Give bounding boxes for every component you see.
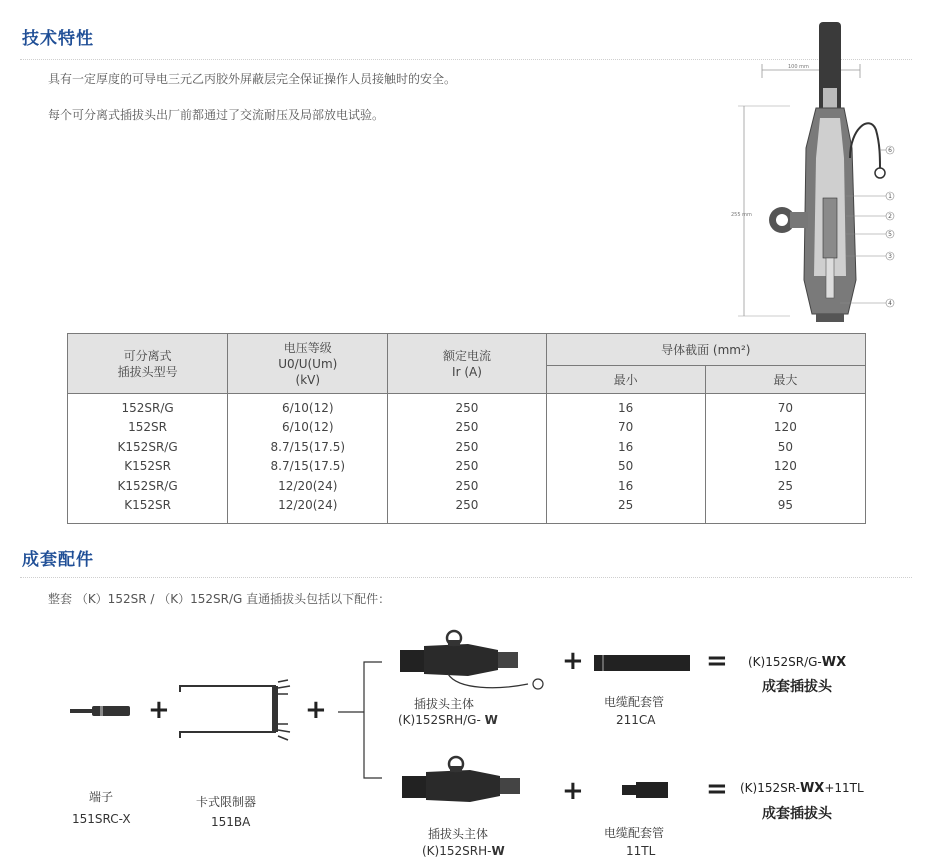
plus-sign: + [562,646,584,676]
connector-body-image [400,752,522,812]
sleeve-name-1: 电缆配套管 [604,695,665,709]
table-row [68,477,866,496]
header-section: 导体截面 (mm²) [546,334,865,366]
table-cell: 6/10(12) [228,418,388,437]
callout-3: 3 [888,253,892,260]
sleeve-name-2: 电缆配套管 [604,826,665,840]
bracket-line [338,660,388,780]
sleeve-code-1: 211CA [616,713,656,727]
callout-4: 4 [888,300,892,307]
table-cell: 50 [546,457,705,476]
callout-5: 5 [888,231,892,238]
limiter-code: 151BA [211,815,251,829]
spec-table [67,333,866,524]
dim-height-label: 255 mm [731,212,752,218]
table-cell: 16 [546,438,705,457]
table-cell: 8.7/15(17.5) [228,457,388,476]
table-row [68,496,866,524]
header-current: 额定电流 Ir (A) [388,334,546,394]
table-cell: K152SR [68,496,228,524]
connector-body-g-image [398,626,548,696]
table-cell: K152SR/G [68,477,228,496]
table-cell: K152SR [68,457,228,476]
plus-sign: + [562,776,584,806]
section-title-kit: 成套配件 [22,550,94,570]
kit-intro: 整套 （K）152SR / （K）152SR/G 直通插拔头包括以下配件： [48,592,391,606]
table-cell: 120 [705,418,865,437]
table-cell: 250 [388,438,546,457]
callout-1: 1 [888,193,892,200]
table-cell: 152SR [68,418,228,437]
result2-name: 成套插拔头 [762,806,832,822]
table-row [68,418,866,437]
table-cell: K152SR/G [68,438,228,457]
table-cell: 250 [388,394,546,419]
table-cell: 250 [388,477,546,496]
sleeve-11tl-image [622,782,668,798]
header-model: 可分离式 插拔头型号 [68,334,228,394]
table-cell: 95 [705,496,865,524]
table-cell: 70 [705,394,865,419]
table-cell: 12/20(24) [228,477,388,496]
result1-name: 成套插拔头 [762,679,832,695]
table-cell: 250 [388,496,546,524]
table-cell: 16 [546,477,705,496]
section-title-tech: 技术特性 [22,29,94,49]
header-voltage: 电压等级 U0/U(Um) (kV) [228,334,388,394]
table-cell: 6/10(12) [228,394,388,419]
body-g-code: (K)152SRH/G- W [398,713,498,727]
body-name: 插拔头主体 [428,827,489,841]
dim-width-label: 100 mm [788,64,809,70]
table-cell: 25 [546,496,705,524]
table-cell: 250 [388,418,546,437]
body-code: (K)152SRH-W [422,844,505,858]
table-row [68,457,866,476]
plus-sign: + [148,695,170,725]
terminal-code: 151SRC-X [72,812,131,826]
result1-code: (K)152SR/G-WX [748,655,847,670]
table-cell: 250 [388,457,546,476]
sleeve-211ca-image [594,653,690,673]
table-row [68,438,866,457]
table-cell: 50 [705,438,865,457]
connector-drawing [730,18,910,328]
table-row [68,394,866,419]
header-min: 最小 [546,366,705,394]
table-cell: 12/20(24) [228,496,388,524]
limiter-name: 卡式限制器 [196,795,257,809]
table-cell: 8.7/15(17.5) [228,438,388,457]
header-max: 最大 [705,366,865,394]
terminal-image [70,704,132,718]
section-divider [20,577,912,578]
tech-paragraph-1: 具有一定厚度的可导电三元乙丙胶外屏蔽层完全保证操作人员接触时的安全。 [48,72,457,86]
limiter-image [172,680,294,744]
callout-6: 6 [888,147,892,154]
table-cell: 152SR/G [68,394,228,419]
table-cell: 120 [705,457,865,476]
table-cell: 70 [546,418,705,437]
tech-paragraph-2: 每个可分离式插拔头出厂前都通过了交流耐压及局部放电试验。 [48,108,385,122]
sleeve-code-2: 11TL [626,844,656,858]
callout-2: 2 [888,213,892,220]
table-cell: 25 [705,477,865,496]
terminal-name: 端子 [89,790,114,804]
table-cell: 16 [546,394,705,419]
body-g-name: 插拔头主体 [414,697,475,711]
equals-sign: = [706,774,728,804]
equals-sign: = [706,646,728,676]
result2-code: (K)152SR-WX+11TL [740,781,864,796]
plus-sign: + [305,695,327,725]
